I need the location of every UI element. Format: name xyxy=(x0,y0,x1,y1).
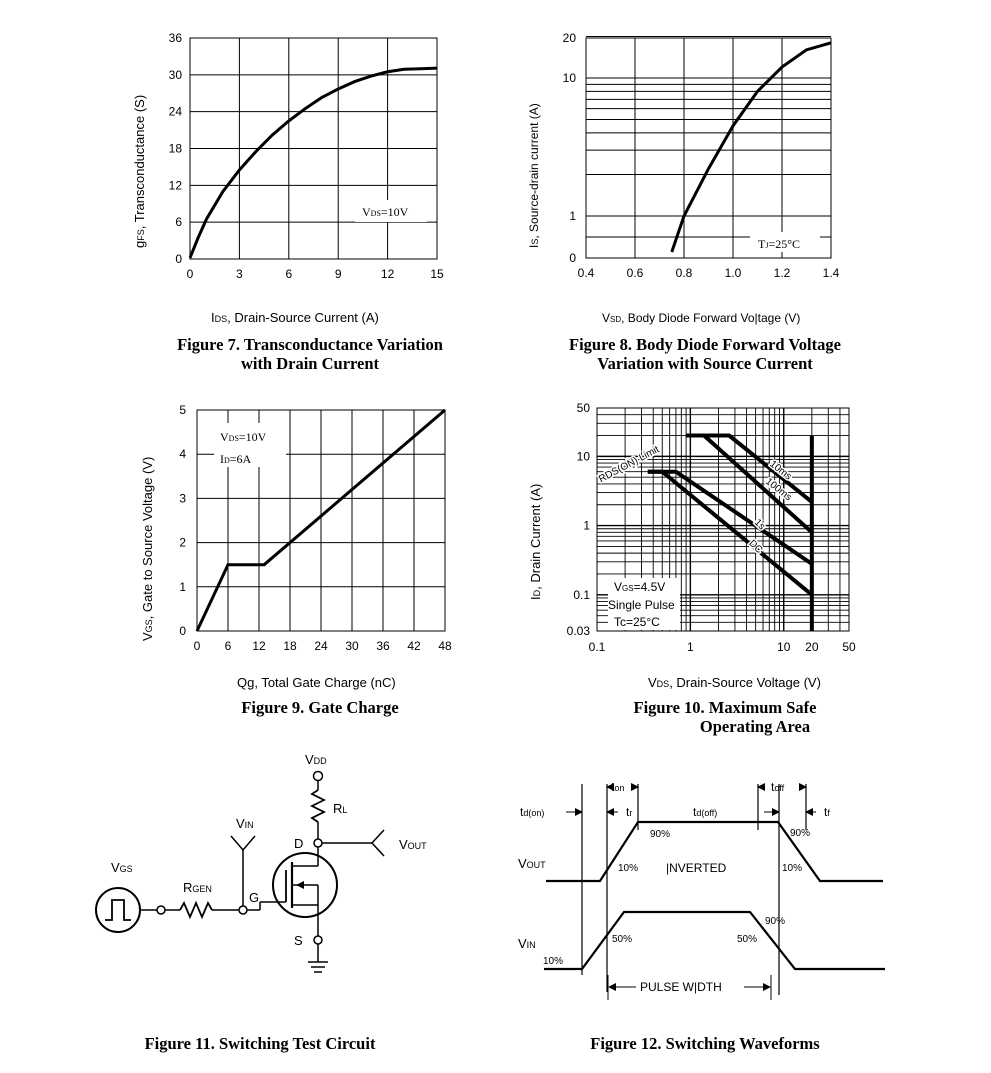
fig11-rl-label: RL xyxy=(333,801,348,816)
fig9-xtick: 48 xyxy=(438,639,452,653)
fig8-ytick: 10 xyxy=(562,71,576,85)
fig8-xtick: 0.6 xyxy=(626,266,644,280)
fig8-caption: Figure 8. Body Diode Forward Voltage Variation with Source Current xyxy=(569,335,841,373)
fig9-xtick: 36 xyxy=(376,639,390,653)
fig7-ytick: 12 xyxy=(168,178,182,193)
fig10-xtick: 20 xyxy=(805,640,819,654)
fig12-toff-label: toff xyxy=(771,780,785,794)
fig10-ytick: 0.03 xyxy=(566,624,590,638)
fig12-caption: Figure 12. Switching Waveforms xyxy=(590,1034,820,1053)
fig9-annotation-id: ID=6A xyxy=(220,452,252,466)
fig11-vout-label: VOUT xyxy=(399,837,427,852)
fig10-1s-label: 1s xyxy=(751,517,768,533)
fig7-ytick: 24 xyxy=(168,104,182,119)
fig10-xtick: 10 xyxy=(777,640,791,654)
fig11-rgen-label: RGEN xyxy=(183,880,212,895)
fig10-dc-label: DC xyxy=(746,537,765,556)
fig12-tdoff-label: td(off) xyxy=(693,805,718,819)
fig10-xlabel: VDS, Drain-Source Voltage (V) xyxy=(648,675,821,690)
fig8-xlabel: VSD, Body Diode Forward Vo|tage (V) xyxy=(602,311,801,325)
fig7-xtick: 12 xyxy=(380,267,395,281)
fig12-tr-label: tr xyxy=(626,805,633,819)
fig12-vout-90-left: 90% xyxy=(650,829,671,840)
fig7-xtick: 0 xyxy=(186,267,194,281)
fig7-ytick: 18 xyxy=(168,141,182,156)
fig8-series-line xyxy=(672,43,831,252)
fig12-pulse-width-label: PULSE W|DTH xyxy=(640,980,722,994)
fig9-xtick: 42 xyxy=(407,639,421,653)
fig12-vout-10-right: 10% xyxy=(782,863,803,874)
fig12-vin-trace xyxy=(544,912,885,969)
fig11-vdd-label: VDD xyxy=(305,752,327,767)
fig9-ytick: 1 xyxy=(179,579,186,594)
fig10-annotation-tc: Tc=25°C xyxy=(614,615,660,629)
fig12-tdon-label: td(on) xyxy=(520,805,545,819)
fig12-vin-50-left: 50% xyxy=(612,934,633,945)
fig7-annotation: VDS=10V xyxy=(362,205,409,219)
fig10-10ms-label: 10ms xyxy=(767,458,794,483)
fig10-ytick: 0.1 xyxy=(573,587,590,602)
fig10-100ms-label: 100ms xyxy=(763,476,794,504)
fig10-ytick: 50 xyxy=(576,401,590,415)
fig12-vin-10: 10% xyxy=(543,956,564,967)
fig10-xtick: 50 xyxy=(842,640,856,654)
fig12-waveforms xyxy=(500,770,991,1030)
fig8-ytick: 1 xyxy=(569,209,576,223)
fig10-ytick: 1 xyxy=(583,518,590,533)
fig9-annotation-vds: VDS=10V xyxy=(220,430,267,444)
fig8-xtick: 1.0 xyxy=(724,266,742,280)
fig12-vout-label: VOUT xyxy=(518,856,546,871)
fig11-caption: Figure 11. Switching Test Circuit xyxy=(144,1034,376,1053)
fig12-tf-label: tf xyxy=(824,805,830,819)
fig9-chart xyxy=(0,395,500,695)
fig9-xtick: 12 xyxy=(252,639,266,653)
fig9-ytick: 4 xyxy=(179,447,186,462)
fig11-circuit xyxy=(0,740,500,1040)
fig7-ytick: 36 xyxy=(168,31,182,45)
fig7-series-line xyxy=(190,68,437,258)
fig9-ytick: 3 xyxy=(179,491,186,506)
fig9-xlabel: Qg, Total Gate Charge (nC) xyxy=(237,675,396,690)
fig12-vin-50-right: 50% xyxy=(737,934,758,945)
fig11-vin-label: VIN xyxy=(236,816,254,831)
fig7-ytick: 0 xyxy=(175,252,182,266)
fig12-vout-10-left: 10% xyxy=(618,863,639,874)
fig10-caption: Figure 10. Maximum Safe Operating Area xyxy=(633,698,817,736)
fig10-rdson-label: RDS(ON) Limit xyxy=(597,444,662,486)
fig7-xtick: 3 xyxy=(236,267,243,281)
fig7-xtick: 6 xyxy=(285,267,293,281)
fig7-xlabel: IDS, Drain-Source Current (A) xyxy=(211,310,379,325)
fig9-xtick: 0 xyxy=(193,639,201,653)
fig10-series-1s xyxy=(648,472,812,564)
fig9-ytick: 5 xyxy=(179,403,186,417)
fig10-annotation-vgs: VGS=4.5V xyxy=(614,580,666,594)
fig12-vin-label: VIN xyxy=(518,936,536,951)
fig9-ylabel: VGS, Gate to Source Voltage (V) xyxy=(140,456,155,641)
fig8-xtick: 0.4 xyxy=(577,266,595,280)
fig9-xtick: 24 xyxy=(314,639,328,653)
fig9-ytick: 2 xyxy=(179,535,186,550)
fig7-ytick: 30 xyxy=(168,67,182,82)
fig9-xtick: 30 xyxy=(345,639,359,653)
fig10-xtick: 0.1 xyxy=(588,640,606,654)
fig8-ytick: 0 xyxy=(569,251,576,265)
fig10-xtick: 1 xyxy=(687,640,694,654)
fig8-ylabel: IS, Source-drain current (A) xyxy=(527,103,541,248)
fig12-vin-90: 90% xyxy=(765,916,786,927)
fig10-annotation-pulse: Single Pulse xyxy=(608,598,675,612)
fig10-chart xyxy=(500,395,991,700)
fig8-annotation: TJ=25°C xyxy=(758,237,801,251)
fig8-chart xyxy=(500,0,991,330)
fig9-xtick: 6 xyxy=(224,639,232,653)
fig9-ytick: 0 xyxy=(179,624,186,638)
fig9-xtick: 18 xyxy=(283,639,297,653)
fig9-caption: Figure 9. Gate Charge xyxy=(241,698,399,717)
fig12-vout-90-right: 90% xyxy=(790,828,811,839)
fig8-xtick: 0.8 xyxy=(675,266,693,280)
fig7-xtick: 9 xyxy=(334,267,342,281)
fig7-caption: Figure 7. Transconductance Variation with Drain Current xyxy=(177,335,443,373)
fig8-xtick: 1.4 xyxy=(822,266,840,280)
fig10-ytick: 10 xyxy=(576,449,590,464)
fig11-s-label: S xyxy=(294,933,303,948)
fig12-ton-label: ton xyxy=(611,780,625,794)
fig12-inverted-label: |NVERTED xyxy=(666,861,727,875)
fig7-ylabel: gFS, Transconductance (S) xyxy=(132,94,147,248)
fig8-xtick: 1.2 xyxy=(773,266,791,280)
fig7-chart xyxy=(0,0,500,330)
fig11-g-label: G xyxy=(249,890,260,905)
fig10-ylabel: ID, Drain Current (A) xyxy=(528,483,543,600)
fig11-vgs-label: VGS xyxy=(111,860,133,875)
fig7-xtick: 15 xyxy=(430,267,444,281)
fig7-ytick: 6 xyxy=(175,215,182,230)
fig11-d-label: D xyxy=(294,836,304,851)
fig8-ytick: 20 xyxy=(562,31,576,45)
